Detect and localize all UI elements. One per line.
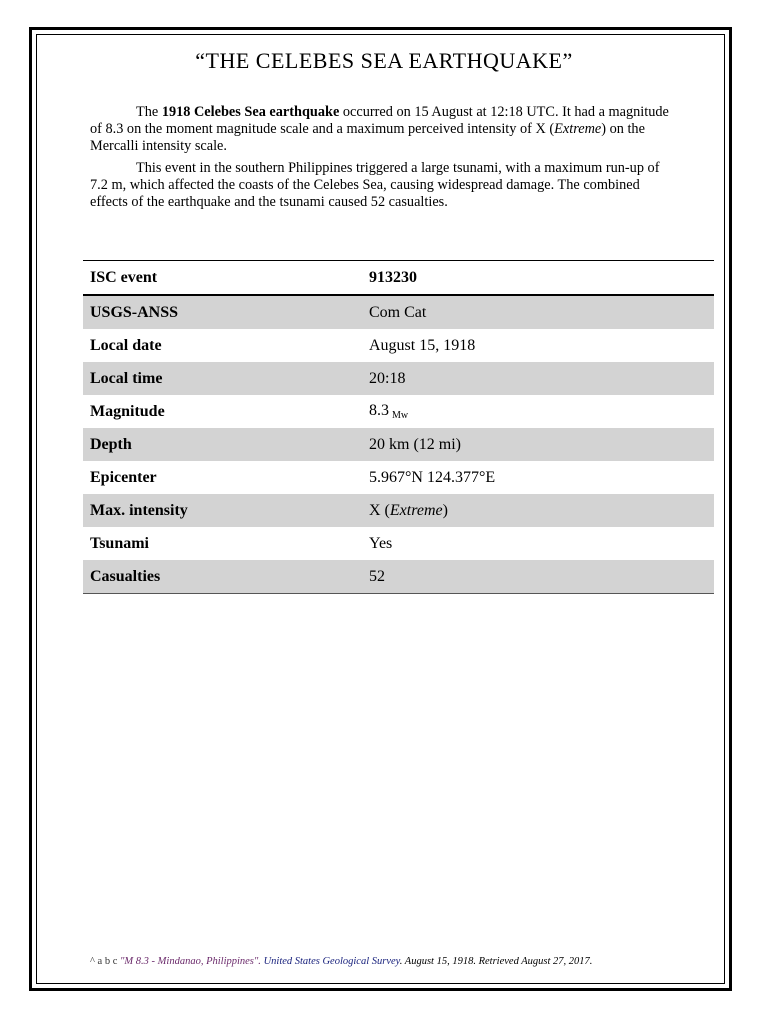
table-row-casualties: [83, 560, 714, 594]
depth-label: Depth: [83, 428, 362, 461]
table-row-usgs: [83, 295, 714, 329]
local-date-value: August 15, 1918: [369, 336, 476, 354]
intro-p1-italic: Extreme: [554, 121, 602, 137]
table-row-local-date: [83, 329, 714, 362]
tsunami-value: Yes: [369, 534, 393, 552]
intro-paragraph-1: [90, 104, 676, 155]
earthquake-info-table: [83, 260, 714, 594]
intro-p1-bold: 1918 Celebes Sea earthquake: [161, 104, 340, 120]
casualties-value: 52: [362, 560, 714, 594]
depth-value: 20 km (12 mi): [362, 428, 714, 461]
magnitude-unit: Mw: [392, 410, 409, 421]
usgs-label: USGS-ANSS: [83, 295, 362, 329]
magnitude-value: 8.3: [369, 402, 389, 419]
max-intensity-value-start: X (: [369, 501, 390, 519]
table-row-magnitude: [83, 395, 714, 428]
epicenter-label: Epicenter: [90, 468, 157, 486]
magnitude-cell: [362, 395, 714, 428]
local-time-value: 20:18: [362, 362, 714, 395]
usgs-value: Com Cat: [362, 295, 714, 329]
max-intensity-label: Max. intensity: [83, 494, 362, 527]
local-time-label: Local time: [83, 362, 362, 395]
footnote: [90, 956, 592, 967]
table-row-max-intensity: [83, 494, 714, 527]
footnote-source-link[interactable]: United States Geological Survey: [260, 956, 400, 967]
intro-p1-start: The: [136, 104, 162, 120]
max-intensity-value-end: ): [442, 501, 448, 519]
intro-paragraph-2: This event in the southern Philippines triggered a large tsunami, with a maximum run-up of 7.2 m, which affected the coasts of the Celebes Sea, causing widespread damage. The combined effects of the earthquake and the tsunami caused 52 casualties.: [90, 160, 660, 210]
isc-value: 913230: [362, 261, 714, 296]
footnote-marks[interactable]: ^ a b c: [90, 956, 120, 967]
table-row-local-time: [83, 362, 714, 395]
max-intensity-value-italic: Extreme: [389, 501, 443, 519]
max-intensity-cell: [362, 494, 714, 527]
intro-text: [90, 104, 676, 216]
magnitude-label: Magnitude: [90, 402, 165, 420]
intro-p1-end: ) on the Mercalli intensity scale.: [90, 121, 645, 154]
footnote-rest: . August 15, 1918. Retrieved August 27, 2017.: [399, 956, 593, 967]
table-row-epicenter: [83, 461, 714, 494]
table-row-depth: [83, 428, 714, 461]
footnote-title-link[interactable]: "M 8.3 - Mindanao, Philippines".: [120, 956, 261, 967]
local-date-label: Local date: [90, 336, 162, 354]
table-row-tsunami: [83, 527, 714, 560]
epicenter-value: 5.967°N 124.377°E: [369, 468, 496, 486]
table-row-isc: [83, 261, 714, 296]
intro-p1-middle: occurred on 15 August at 12:18 UTC. It had a magnitude of 8.3 on the moment magnitude scale and a maximum perceived intensity of X (: [90, 104, 669, 137]
casualties-label: Casualties: [83, 560, 362, 594]
page-title: “THE CELEBES SEA EARTHQUAKE”: [195, 48, 573, 73]
tsunami-label: Tsunami: [90, 534, 149, 552]
isc-label: ISC event: [83, 261, 362, 296]
